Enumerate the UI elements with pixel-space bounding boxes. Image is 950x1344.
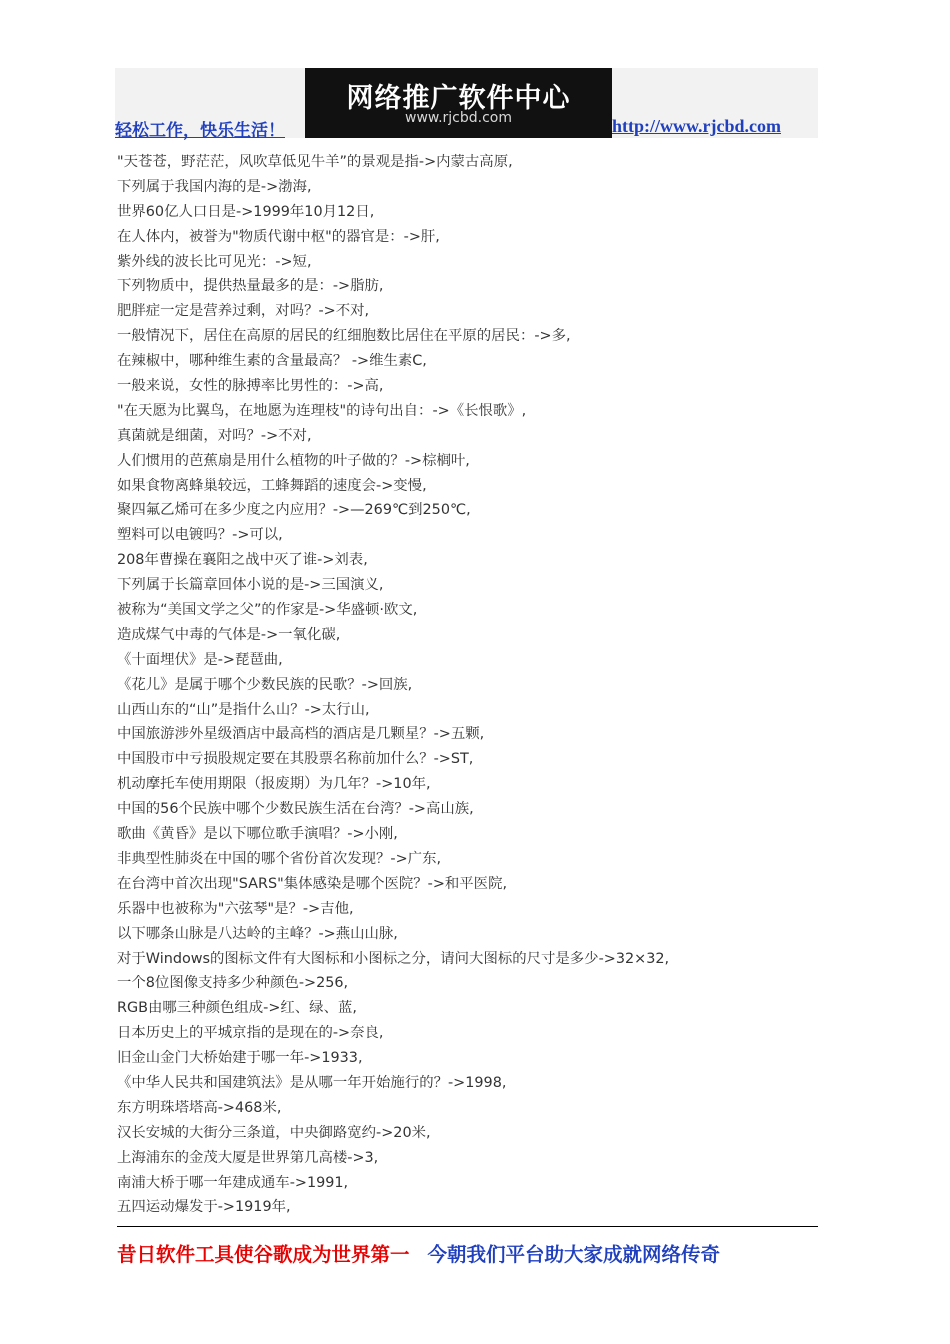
qa-line: 塑料可以电镀吗？->可以, xyxy=(117,527,283,544)
qa-line: 下列属于我国内海的是->渤海, xyxy=(117,178,312,195)
qa-line: 如果食物离蜂巢较远，工蜂舞蹈的速度会->变慢, xyxy=(117,477,427,494)
qa-line: 中国股市中亏损股规定要在其股票名称前加什么？->ST, xyxy=(117,751,474,768)
qa-line: 被称为“美国文学之父”的作家是->华盛顿·欧文, xyxy=(117,602,418,619)
qa-line: 对于Windows的图标文件有大图标和小图标之分，请问大图标的尺寸是多少->32×32, xyxy=(117,950,670,967)
qa-line: 人们惯用的芭蕉扇是用什么植物的叶子做的？->棕榈叶, xyxy=(117,452,470,469)
logo-url: www.rjcbd.com xyxy=(405,110,512,126)
qa-line: 《花儿》是属于哪个少数民族的民歌？->回族, xyxy=(117,676,413,693)
qa-line: 以下哪条山脉是八达岭的主峰？->燕山山脉, xyxy=(117,925,398,942)
qa-line: 聚四氟乙烯可在多少度之内应用？->—269℃到250℃, xyxy=(117,502,471,519)
qa-line: 汉长安城的大街分三条道，中央御路宽约->20米, xyxy=(117,1124,431,1141)
qa-line: 五四运动爆发于->1919年, xyxy=(117,1199,291,1216)
qa-line: 日本历史上的平城京指的是现在的->奈良, xyxy=(117,1025,384,1042)
qa-line: 208年曹操在襄阳之战中灭了谁->刘表, xyxy=(117,552,368,569)
qa-line: 在辣椒中，哪种维生素的含量最高？ ->维生素C, xyxy=(117,353,427,370)
qa-line: 一个8位图像支持多少种颜色->256, xyxy=(117,975,349,992)
header-slogan[interactable]: 轻松工作，快乐生活！ xyxy=(115,121,285,141)
qa-line: 山西山东的“山”是指什么山？->太行山, xyxy=(117,701,370,718)
site-url-link[interactable]: http://www.rjcbd.com xyxy=(612,116,781,136)
footer-divider xyxy=(117,1226,818,1227)
qa-line: 在人体内，被誉为"物质代谢中枢"的器官是：->肝, xyxy=(117,228,440,245)
qa-line: 在台湾中首次出现"SARS"集体感染是哪个医院？->和平医院, xyxy=(117,875,508,892)
site-logo[interactable] xyxy=(305,68,612,138)
qa-line: 造成煤气中毒的气体是->一氧化碳, xyxy=(117,626,341,643)
qa-line: 真菌就是细菌，对吗？->不对, xyxy=(117,427,312,444)
qa-line: 下列物质中，提供热量最多的是：->脂肪, xyxy=(117,278,384,295)
qa-line: "天苍苍，野茫茫，风吹草低见牛羊”的景观是指->内蒙古高原, xyxy=(117,154,513,170)
qa-line: 乐器中也被称为"六弦琴"是？->吉他, xyxy=(117,900,354,917)
qa-line: 南浦大桥于哪一年建成通车->1991, xyxy=(117,1174,349,1191)
qa-line: RGB由哪三种颜色组成->红、绿、蓝, xyxy=(117,1000,357,1017)
qa-line: 旧金山金门大桥始建于哪一年->1933, xyxy=(117,1050,363,1067)
logo-title: 网络推广软件中心 xyxy=(346,83,571,114)
qa-line: 一般来说，女性的脉搏率比男性的：->高, xyxy=(117,378,384,395)
qa-line: 非典型性肺炎在中国的哪个省份首次发现？->广东, xyxy=(117,850,442,867)
qa-line: 中国的56个民族中哪个少数民族生活在台湾？->高山族, xyxy=(117,801,474,818)
qa-line: 世界60亿人口日是->1999年10月12日, xyxy=(117,203,375,220)
qa-line: 下列属于长篇章回体小说的是->三国演义, xyxy=(117,577,384,594)
footer-slogan-red: 昔日软件工具使谷歌成为世界第一 xyxy=(117,1243,410,1266)
qa-list xyxy=(117,150,817,1220)
qa-line: 中国旅游涉外星级酒店中最高档的酒店是几颗星？->五颗, xyxy=(117,726,485,743)
qa-line: 上海浦东的金茂大厦是世界第几高楼->3, xyxy=(117,1149,379,1166)
qa-line: 紫外线的波长比可见光：->短, xyxy=(117,253,312,270)
qa-line: 一般情况下，居住在高原的居民的红细胞数比居住在平原的居民：->多, xyxy=(117,328,571,345)
qa-line: 《中华人民共和国建筑法》是从哪一年开始施行的？->1998, xyxy=(117,1074,507,1091)
qa-line: "在天愿为比翼鸟，在地愿为连理枝"的诗句出自：->《长恨歌》, xyxy=(117,402,527,419)
footer-slogan-blue: 今朝我们平台助大家成就网络传奇 xyxy=(427,1243,721,1266)
qa-line: 东方明珠塔塔高->468米, xyxy=(117,1099,282,1116)
qa-line: 肥胖症一定是营养过剩，对吗？->不对, xyxy=(117,303,370,320)
qa-line: 机动摩托车使用期限（报废期）为几年？->10年, xyxy=(117,776,431,793)
qa-line: 《十面埋伏》是->琵琶曲, xyxy=(117,651,283,668)
qa-line: 歌曲《黄昏》是以下哪位歌手演唱？->小刚, xyxy=(117,826,398,843)
footer-slogan xyxy=(117,1239,720,1267)
